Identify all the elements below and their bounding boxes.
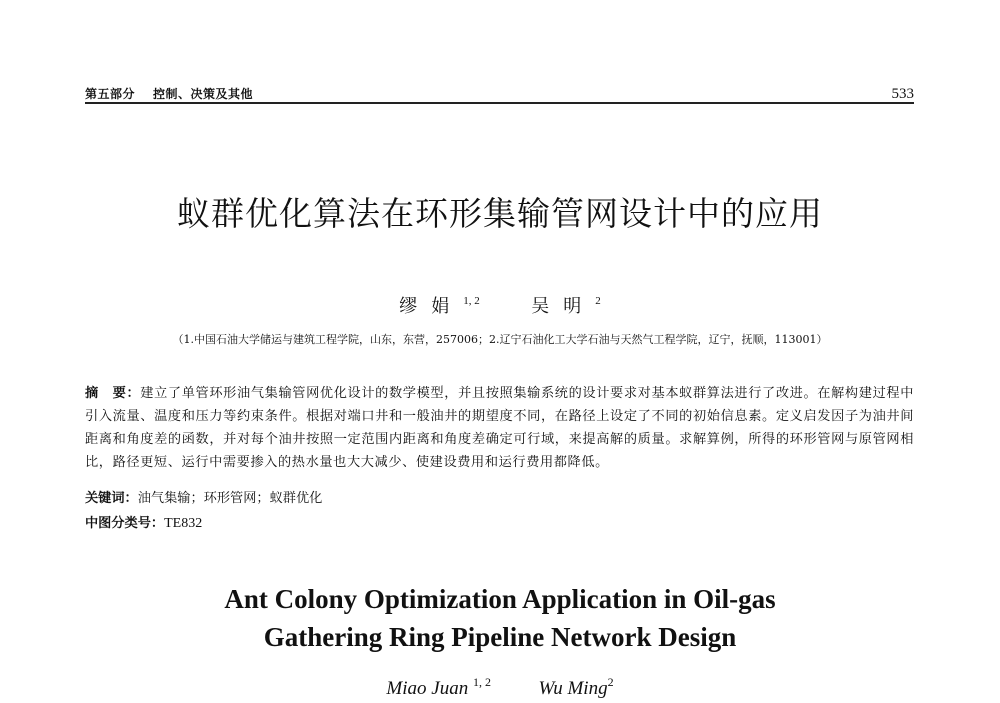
section-heading xyxy=(85,85,253,102)
chinese-authors xyxy=(0,292,1000,318)
author-affiliation-mark: 1, 2 xyxy=(472,675,491,689)
author-affiliation-mark: 2 xyxy=(607,675,614,689)
abstract-text: 建立了单管环形油气集输管网优化设计的数学模型，并且按照集输系统的设计要求对基本蚁群算法进行了改进。在解构建过程中引入流量、温度和压力等约束条件。根据对端口井和一般油井的期望度不同，在路径上设定了不同的初始信息素。定义启发因子为油井间距离和角度差的函数，并对每个油井按照一定范围内距离和角度差确定可行域，来提高解的质量。求解算例，所得的环形管网与原管网相比，路径更短、运行中需要掺入的热水量也大大减少、使建设费用和运行费用都降低。 xyxy=(85,386,914,470)
keywords-label: 关键词： xyxy=(85,491,138,506)
header-rule xyxy=(85,102,914,104)
classification-value: TE832 xyxy=(164,516,203,531)
english-title-line-2: Gathering Ring Pipeline Network Design xyxy=(263,622,737,652)
abstract xyxy=(85,382,914,474)
author-name: 吴明 xyxy=(531,296,596,317)
author-affiliation-mark: 1, 2 xyxy=(463,295,480,307)
affiliations: （1.中国石油大学储运与建筑工程学院，山东，东营，257006；2.辽宁石油化工大学石油与天然气工程学院，辽宁，抚顺，113001） xyxy=(172,333,828,346)
classification-number xyxy=(85,512,202,532)
english-authors xyxy=(0,675,1000,700)
abstract-label: 摘 要： xyxy=(85,386,141,401)
keywords-value: 油气集输；环形管网；蚁群优化 xyxy=(137,491,323,506)
section-title: 控制、决策及其他 xyxy=(153,87,254,101)
classification-label: 中图分类号： xyxy=(85,516,165,531)
keywords xyxy=(85,487,322,506)
page-number: 533 xyxy=(891,86,914,102)
author-name: Wu Ming xyxy=(538,678,608,699)
author-name: 缪娟 xyxy=(399,296,464,317)
author-name: Miao Juan xyxy=(386,678,469,699)
english-title xyxy=(0,580,1000,656)
english-title-line-1: Ant Colony Optimization Application in Oil-gas xyxy=(224,584,776,614)
section-part: 第五部分 xyxy=(85,87,136,101)
author-affiliation-mark: 2 xyxy=(595,295,601,307)
chinese-title: 蚁群优化算法在环形集输管网设计中的应用 xyxy=(177,194,823,233)
running-header xyxy=(85,80,914,102)
